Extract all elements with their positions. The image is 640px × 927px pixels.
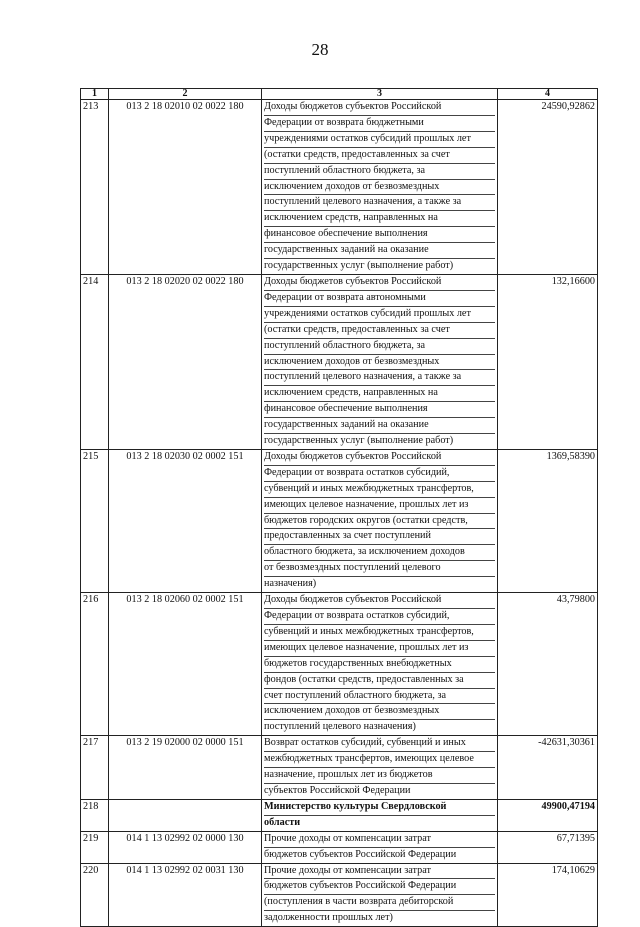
revenue-name-line: (остатки средств, предоставленных за счет xyxy=(264,323,495,339)
revenue-name-line: исключением средств, направленных на xyxy=(264,386,495,402)
revenue-name-line: назначение, прошлых лет из бюджетов xyxy=(264,768,495,784)
revenue-name-line: (поступления в части возврата дебиторской xyxy=(264,895,495,911)
amount-cell: 1369,58390 xyxy=(498,449,598,592)
amount-cell: 49900,47194 xyxy=(498,799,598,831)
revenue-name-line: Министерство культуры Свердловской xyxy=(264,800,495,816)
amount-cell: 43,79800 xyxy=(498,593,598,736)
revenue-name-line: учреждениями остатков субсидий прошлых лет xyxy=(264,307,495,323)
revenue-name-line: бюджетов городских округов (остатки средств, xyxy=(264,514,495,530)
revenue-name-line: субъектов Российской Федерации xyxy=(264,784,411,796)
table-row xyxy=(81,449,598,592)
budget-code-cell: 013 2 18 02020 02 0022 180 xyxy=(109,274,262,449)
revenue-name-line: финансовое обеспечение выполнения xyxy=(264,227,495,243)
row-number-cell: 218 xyxy=(81,799,109,831)
revenue-name-cell xyxy=(262,799,498,831)
table-body xyxy=(81,100,598,927)
revenue-name-line: от безвозмездных поступлений целевого xyxy=(264,561,495,577)
budget-code-cell: 014 1 13 02992 02 0000 130 xyxy=(109,831,262,863)
revenue-name-line: Федерации от возврата остатков субсидий, xyxy=(264,609,495,625)
revenue-name-line: поступлений областного бюджета, за xyxy=(264,164,495,180)
revenue-name-line: государственных услуг (выполнение работ) xyxy=(264,435,454,447)
revenue-name-line: Доходы бюджетов субъектов Российской xyxy=(264,450,495,466)
revenue-name-line: учреждениями остатков субсидий прошлых лет xyxy=(264,132,495,148)
budget-code-cell: 014 1 13 02992 02 0031 130 xyxy=(109,863,262,927)
revenue-name-cell xyxy=(262,831,498,863)
budget-code-cell xyxy=(109,799,262,831)
row-number-cell: 216 xyxy=(81,593,109,736)
revenue-name-line: (остатки средств, предоставленных за счет xyxy=(264,148,495,164)
revenue-name-line: Доходы бюджетов субъектов Российской xyxy=(264,100,495,116)
revenue-name-line: государственных заданий на оказание xyxy=(264,418,495,434)
revenue-name-line: исключением доходов от безвозмездных xyxy=(264,180,495,196)
table-row xyxy=(81,831,598,863)
amount-cell: 132,16600 xyxy=(498,274,598,449)
column-header-4: 4 xyxy=(498,89,598,100)
amount-cell: 24590,92862 xyxy=(498,100,598,275)
revenue-name-line: поступлений областного бюджета, за xyxy=(264,339,495,355)
row-number-cell: 217 xyxy=(81,736,109,800)
budget-code-cell: 013 2 18 02030 02 0002 151 xyxy=(109,449,262,592)
revenue-name-line: исключением доходов от безвозмездных xyxy=(264,355,495,371)
revenue-name-line: Доходы бюджетов субъектов Российской xyxy=(264,275,495,291)
revenue-name-line: фондов (остатки средств, предоставленных за xyxy=(264,673,495,689)
column-header-1: 1 xyxy=(81,89,109,100)
revenue-name-line: субвенций и иных межбюджетных трансфертов, xyxy=(264,482,495,498)
revenue-name-line: бюджетов государственных внебюджетных xyxy=(264,657,495,673)
revenue-name-cell xyxy=(262,274,498,449)
page-number: 28 xyxy=(311,40,329,59)
revenue-name-line: имеющих целевое назначение, прошлых лет из xyxy=(264,498,495,514)
table-row xyxy=(81,736,598,800)
table-row xyxy=(81,863,598,927)
revenue-name-line: поступлений целевого назначения) xyxy=(264,721,416,733)
column-header-2: 2 xyxy=(109,89,262,100)
table-header-row xyxy=(81,89,598,100)
row-number-cell: 219 xyxy=(81,831,109,863)
revenue-name-line: предоставленных за счет поступлений xyxy=(264,529,495,545)
row-number-cell: 215 xyxy=(81,449,109,592)
revenue-name-line: исключением доходов от безвозмездных xyxy=(264,704,495,720)
revenue-name-line: Федерации от возврата бюджетными xyxy=(264,116,495,132)
table-row xyxy=(81,274,598,449)
row-number-cell: 220 xyxy=(81,863,109,927)
amount-cell: -42631,30361 xyxy=(498,736,598,800)
row-number-cell: 213 xyxy=(81,100,109,275)
revenue-name-line: государственных услуг (выполнение работ) xyxy=(264,260,454,272)
revenue-name-line: субвенций и иных межбюджетных трансфертов, xyxy=(264,625,495,641)
revenue-name-line: бюджетов субъектов Российской Федерации xyxy=(264,848,457,860)
revenue-name-line: бюджетов субъектов Российской Федерации xyxy=(264,879,495,895)
revenue-name-cell xyxy=(262,863,498,927)
revenue-name-line: поступлений целевого назначения, а также за xyxy=(264,370,495,386)
table-row xyxy=(81,799,598,831)
revenue-name-line: задолженности прошлых лет) xyxy=(264,912,393,924)
budget-code-cell: 013 2 19 02000 02 0000 151 xyxy=(109,736,262,800)
revenue-name-cell xyxy=(262,593,498,736)
revenue-name-line: Доходы бюджетов субъектов Российской xyxy=(264,593,495,609)
budget-code-cell: 013 2 18 02010 02 0022 180 xyxy=(109,100,262,275)
revenue-name-cell xyxy=(262,100,498,275)
revenue-name-line: назначения) xyxy=(264,578,317,590)
revenue-name-line: межбюджетных трансфертов, имеющих целевое xyxy=(264,752,495,768)
revenue-name-line: финансовое обеспечение выполнения xyxy=(264,402,495,418)
table-row xyxy=(81,593,598,736)
column-header-3: 3 xyxy=(262,89,498,100)
revenue-name-cell xyxy=(262,736,498,800)
row-number-cell: 214 xyxy=(81,274,109,449)
budget-revenue-table xyxy=(80,88,598,927)
budget-code-cell: 013 2 18 02060 02 0002 151 xyxy=(109,593,262,736)
revenue-name-line: областного бюджета, за исключением доходов xyxy=(264,545,495,561)
amount-cell: 67,71395 xyxy=(498,831,598,863)
amount-cell: 174,10629 xyxy=(498,863,598,927)
revenue-name-line: Прочие доходы от компенсации затрат xyxy=(264,864,495,880)
revenue-name-line: Возврат остатков субсидий, субвенций и иных xyxy=(264,736,495,752)
revenue-name-line: Федерации от возврата остатков субсидий, xyxy=(264,466,495,482)
table-row xyxy=(81,100,598,275)
revenue-name-line: счет поступлений областного бюджета, за xyxy=(264,689,495,705)
revenue-name-line: Федерации от возврата автономными xyxy=(264,291,495,307)
revenue-name-line: исключением средств, направленных на xyxy=(264,211,495,227)
revenue-name-line: Прочие доходы от компенсации затрат xyxy=(264,832,495,848)
revenue-name-line: области xyxy=(264,816,301,828)
revenue-name-line: государственных заданий на оказание xyxy=(264,243,495,259)
revenue-name-line: поступлений целевого назначения, а также за xyxy=(264,195,495,211)
revenue-name-cell xyxy=(262,449,498,592)
revenue-name-line: имеющих целевое назначение, прошлых лет из xyxy=(264,641,495,657)
